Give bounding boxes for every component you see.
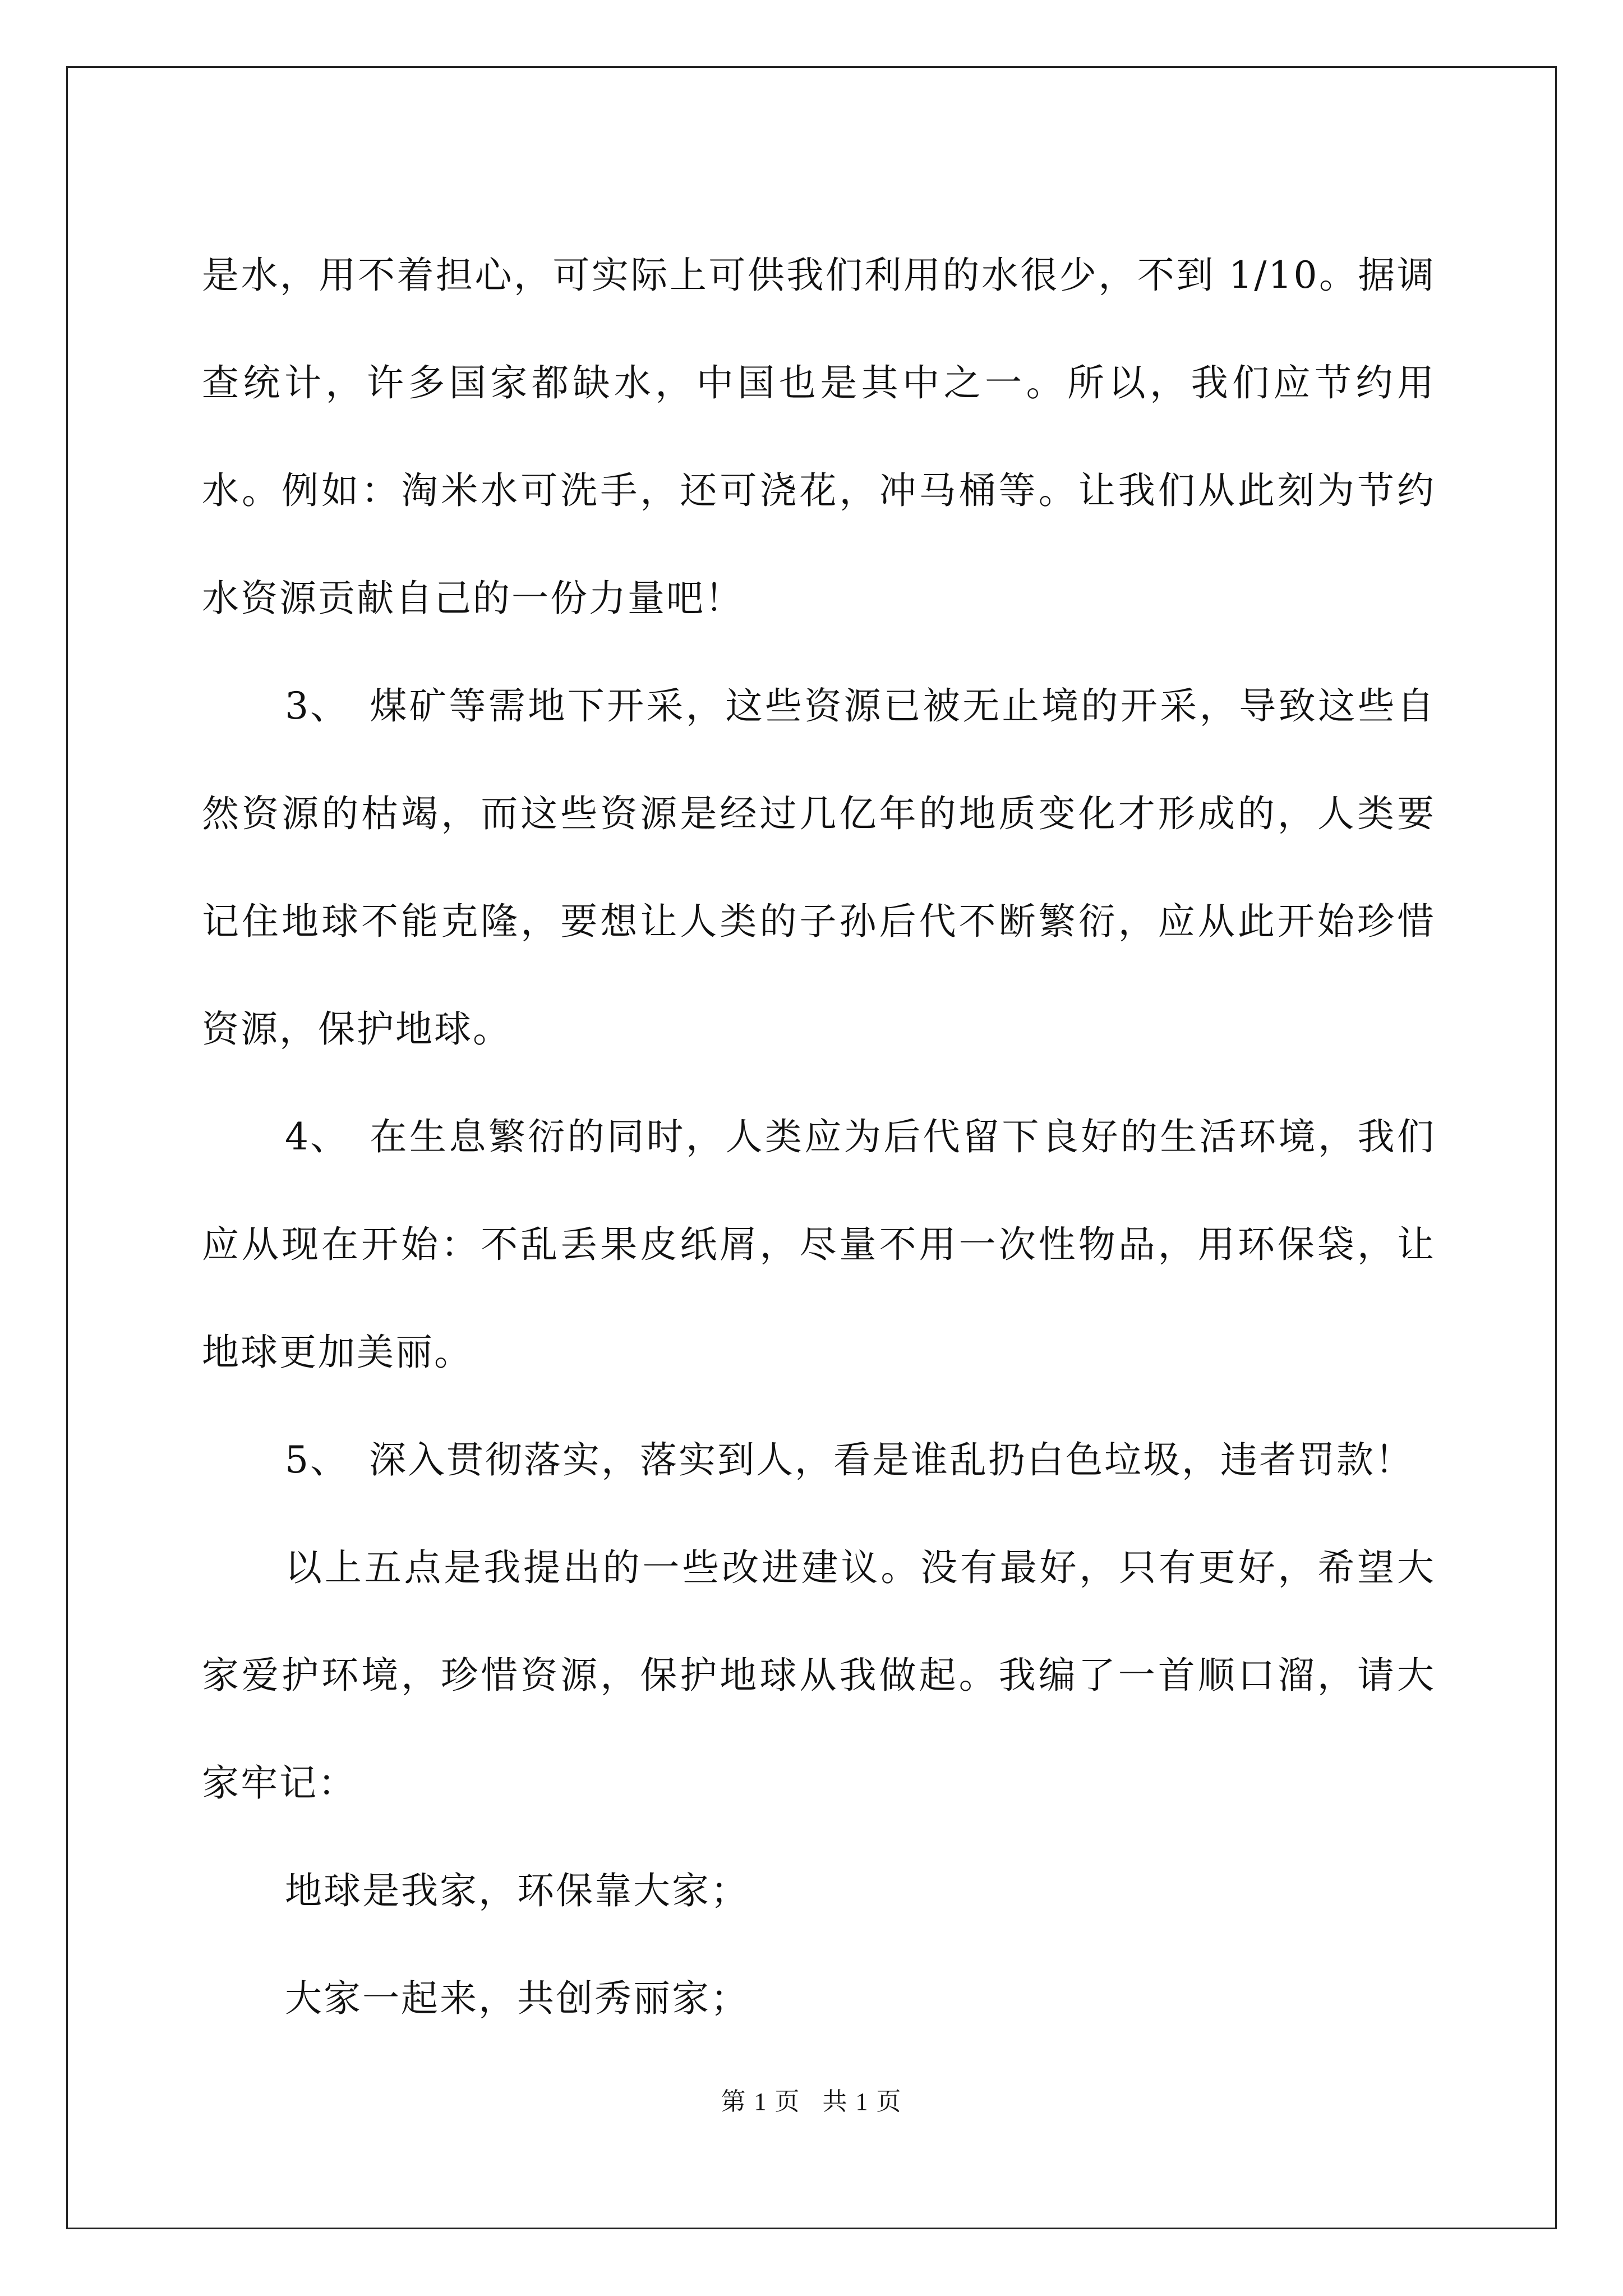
- list-item-5: [202, 1406, 1436, 1514]
- paragraph-text: 大家一起来，共创秀丽家；: [285, 1977, 749, 2020]
- paragraph-text: 是水，用不着担心，可实际上可供我们利用的水很少，不到 1/10。据调查统计，许多国家都缺水，中国也是其中之一。所以，我们应节约用水。例如：淘米水可洗手，还可浇花，冲马桶等。让我们从此刻为节约水资源贡献自己的一份力量吧！: [202, 254, 1436, 620]
- paragraph-text: 煤矿等需地下开采，这些资源已被无止境的开采，导致这些自然资源的枯竭，而这些资源是经过几亿年的地质变化才形成的，人类要记住地球不能克隆，要想让人类的子孙后代不断繁衍，应从此开始珍惜资源，保护地球。: [202, 684, 1436, 1051]
- document-body: [202, 222, 1436, 2053]
- paragraph-text: 深入贯彻落实，落实到人，看是谁乱扔白色垃圾，违者罚款！: [369, 1438, 1414, 1481]
- page-number-total: 共 1 页: [822, 2088, 902, 2115]
- rhyme-line-1: [202, 1837, 1436, 1945]
- paragraph-text: 地球是我家，环保靠大家；: [285, 1869, 749, 1912]
- page-footer: [0, 2081, 1623, 2117]
- list-item-3: [202, 652, 1436, 1083]
- rhyme-line-2: [202, 1945, 1436, 2053]
- paragraph-text: 在生息繁衍的同时，人类应为后代留下良好的生活环境，我们应从现在开始：不乱丢果皮纸屑，尽量不用一次性物品，用环保袋，让地球更加美丽。: [202, 1115, 1436, 1374]
- paragraph-text: 以上五点是我提出的一些改进建议。没有最好，只有更好，希望大家爱护环境，珍惜资源，保护地球从我做起。我编了一首顺口溜，请大家牢记：: [202, 1546, 1436, 1805]
- list-number: 5、: [285, 1438, 349, 1481]
- list-number: 4、: [285, 1115, 349, 1158]
- paragraph-summary: [202, 1514, 1436, 1837]
- footer-spacer: [801, 2088, 823, 2115]
- paragraph-1: [202, 222, 1436, 652]
- page-number-current: 第 1 页: [721, 2088, 801, 2115]
- list-number: 3、: [285, 684, 349, 728]
- list-item-4: [202, 1083, 1436, 1406]
